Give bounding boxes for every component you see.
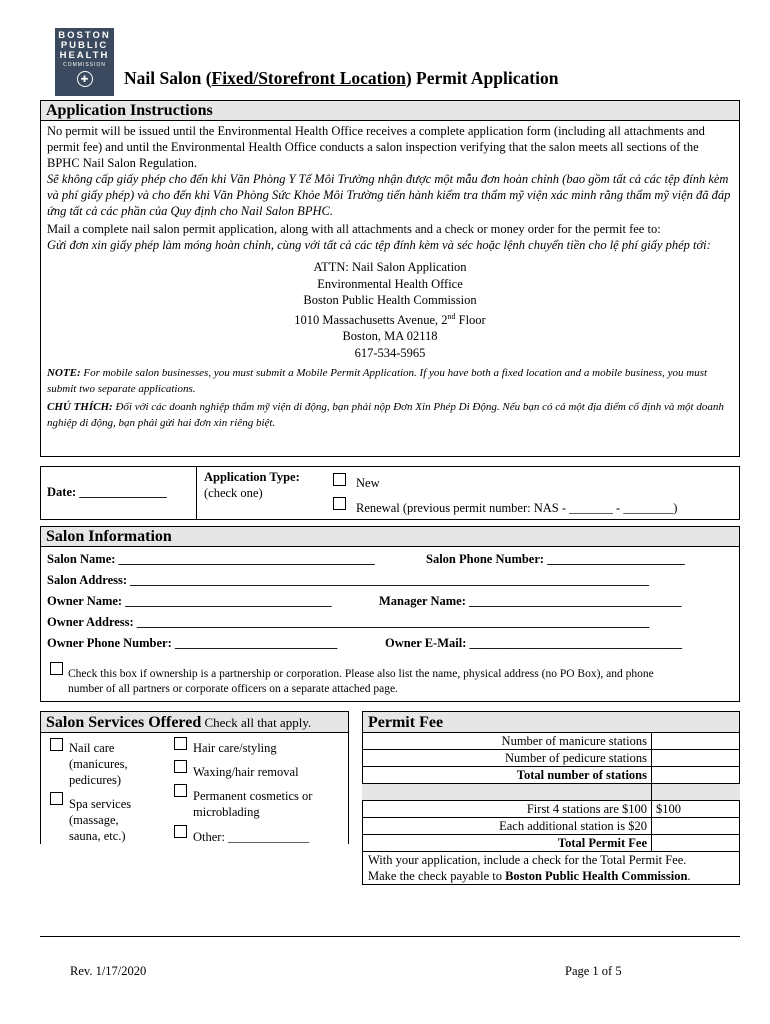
fee-row xyxy=(362,818,740,835)
fee-row-value[interactable] xyxy=(652,750,741,767)
fee-row-label: Each additional station is $20 xyxy=(362,818,652,835)
partnership-checkbox[interactable] xyxy=(50,662,63,675)
new-checkbox[interactable] xyxy=(333,473,346,486)
fee-row-value[interactable] xyxy=(652,784,741,801)
owner-email-field[interactable]: Owner E-Mail: __________________________________ xyxy=(385,636,682,650)
application-type-label: Application Type: xyxy=(204,470,300,484)
permit-fee-footer: With your application, include a check for the Total Permit Fee. Make the check payable to Boston Public Health Commission. xyxy=(368,853,691,883)
salon-address-field[interactable]: Salon Address: ___________________________________________________________________________________ xyxy=(47,573,649,587)
renewal-checkbox[interactable] xyxy=(333,497,346,510)
address-org: Boston Public Health Commission xyxy=(303,293,477,307)
note-paragraph: NOTE: For mobile salon businesses, you must submit a Mobile Permit Application. If you have both a fixed location and a mobile business, you must submit two separate applications. xyxy=(47,367,708,396)
footer-divider xyxy=(40,936,740,937)
hair-care-label: Hair care/styling xyxy=(193,741,277,755)
owner-address-field[interactable]: Owner Address: __________________________________________________________________________________ xyxy=(47,615,650,629)
fee-row xyxy=(362,733,740,750)
fee-row-label: Number of pedicure stations xyxy=(362,750,652,767)
permit-fee-heading: Permit Fee xyxy=(363,712,739,733)
other-service-checkbox[interactable] xyxy=(174,825,187,838)
mailing-address xyxy=(47,259,733,361)
address-city: Boston, MA 02118 xyxy=(342,329,438,344)
instructions-section xyxy=(40,100,740,457)
nail-care-label: Nail care (manicures, pedicures) xyxy=(69,741,128,787)
permanent-cosmetics-label: Permanent cosmetics or microblading xyxy=(193,789,313,819)
instructions-paragraph-vi: Sẽ không cấp giấy phép cho đến khi Văn Phòng Y Tế Môi Trường nhận được một mẫu đơn hoàn chỉnh (bao gồm tất cả các tệp đính kèm và phí giấy phép) và cho đến khi Văn Phòng Sức Khỏe Môi Trường tiến hành kiểm tra thẩm mỹ viện xác minh rằng thẩm mỹ viện đã đáp ứng tất cả các phần của Quy định cho Nail Salon BPHC. xyxy=(47,172,731,218)
spa-services-label: Spa services (massage, sauna, etc.) xyxy=(69,797,132,843)
salon-phone-field[interactable]: Salon Phone Number: ______________________ xyxy=(426,552,685,566)
fee-row xyxy=(362,750,740,767)
logo-text-boston: BOSTON xyxy=(58,30,111,41)
fee-row-label: First 4 stations are $100 xyxy=(362,801,652,818)
bphc-logo xyxy=(55,28,114,96)
renewal-option-label[interactable]: Renewal (previous permit number: NAS - _______ - ________) xyxy=(356,501,678,515)
salon-name-field[interactable]: Salon Name: _________________________________________ xyxy=(47,552,375,566)
fee-row xyxy=(362,835,740,852)
fee-row-label: Total number of stations xyxy=(362,767,652,784)
logo-text-health: HEALTH xyxy=(59,50,110,61)
fee-row-label: Total Permit Fee xyxy=(362,835,652,852)
fee-row-value[interactable] xyxy=(652,835,741,852)
address-office: Environmental Health Office xyxy=(317,276,463,291)
page-number: Page 1 of 5 xyxy=(565,964,622,978)
owner-phone-field[interactable]: Owner Phone Number: __________________________ xyxy=(47,636,338,650)
salon-information-heading: Salon Information xyxy=(41,527,739,547)
salon-information-section xyxy=(40,526,740,702)
mail-instructions-vi: Gửi đơn xin giấy phép làm móng hoàn chỉnh, cùng với tất cả các tệp đính kèm và séc hoặc lệnh chuyển tiền cho lệ phí giấy phép tới: xyxy=(47,238,711,252)
nail-care-checkbox[interactable] xyxy=(50,738,63,751)
address-street: 1010 Massachusetts Avenue, 2nd Floor xyxy=(294,311,486,327)
address-phone: 617-534-5965 xyxy=(354,345,426,360)
note-paragraph-vi: CHÚ THÍCH: Đối với các doanh nghiệp thẩm mỹ viện di động, bạn phải nộp Đơn Xin Phép Di Động. Nếu bạn có cả một địa điểm cố định và một doanh nghiệp di động, bạn phải gửi hai đơn xin riêng biệt. xyxy=(47,401,724,430)
permit-fee-section xyxy=(362,711,740,885)
application-type-hint: (check one) xyxy=(204,486,263,500)
waxing-label: Waxing/hair removal xyxy=(193,765,299,779)
fee-row-value: $100 xyxy=(652,801,741,818)
fee-row-value[interactable] xyxy=(652,818,741,835)
services-section xyxy=(40,711,349,844)
new-option-label: New xyxy=(356,476,380,490)
fee-row-value[interactable] xyxy=(652,733,741,750)
logo-text-public: PUBLIC xyxy=(60,40,109,51)
services-heading: Salon Services Offered Check all that apply. xyxy=(41,712,348,733)
instructions-paragraph-en: No permit will be issued until the Environmental Health Office receives a complete application form (including all attachments and permit fee) and until the Environmental Health Office conducts a salon inspection verifying that the salon meets all sections of the BPHC Nail Salon Regulation. xyxy=(47,124,705,170)
permit-fee-table xyxy=(362,732,740,852)
revision-date: Rev. 1/17/2020 xyxy=(70,964,147,978)
address-attn: ATTN: Nail Salon Application xyxy=(313,260,467,274)
permanent-cosmetics-checkbox[interactable] xyxy=(174,784,187,797)
mail-instructions-en: Mail a complete nail salon permit application, along with all attachments and a check or money order for the permit fee to: xyxy=(47,222,661,236)
fee-row-value[interactable] xyxy=(652,767,741,784)
spa-services-checkbox[interactable] xyxy=(50,792,63,805)
instructions-heading: Application Instructions xyxy=(41,101,739,121)
waxing-checkbox[interactable] xyxy=(174,760,187,773)
other-service-field[interactable]: Other: _____________ xyxy=(193,830,310,844)
logo-text-commission: COMMISSION xyxy=(63,62,106,68)
partnership-text: Check this box if ownership is a partnership or corporation. Please also list the name, physical address (no PO Box), and phone number of all partners or corporate officers on a separate attached page. xyxy=(68,668,654,695)
fee-row xyxy=(362,801,740,818)
fee-row-label: Number of manicure stations xyxy=(362,733,652,750)
seal-icon: ✚ xyxy=(77,71,93,87)
application-type-section xyxy=(40,466,740,520)
manager-name-field[interactable]: Manager Name: __________________________________ xyxy=(379,594,682,608)
owner-name-field[interactable]: Owner Name: _________________________________ xyxy=(47,594,332,608)
date-field[interactable]: Date: ______________ xyxy=(47,485,167,499)
fee-row xyxy=(362,784,740,801)
fee-row-label xyxy=(362,784,652,801)
hair-care-checkbox[interactable] xyxy=(174,737,187,750)
page-title: Nail Salon (Fixed/Storefront Location) Permit Application xyxy=(124,68,559,88)
fee-row xyxy=(362,767,740,784)
